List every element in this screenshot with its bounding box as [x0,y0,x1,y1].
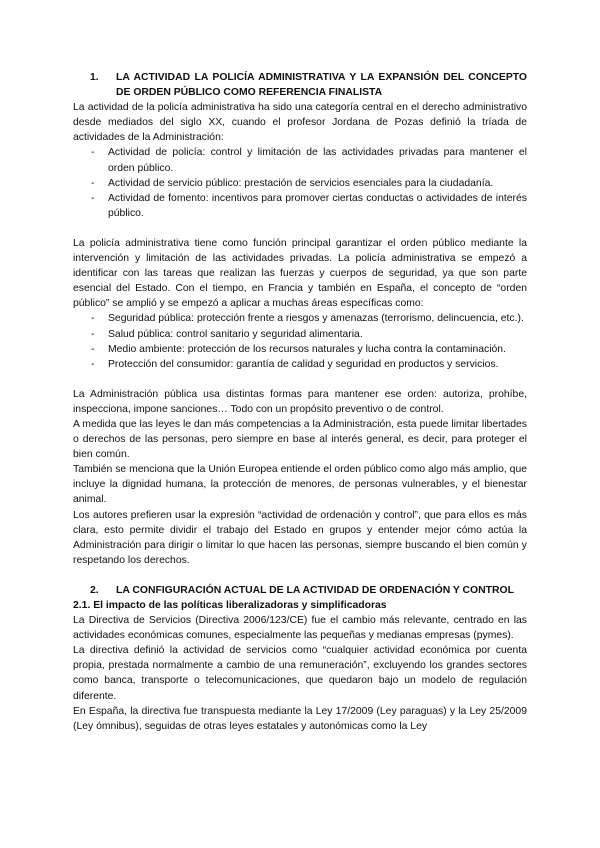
section-1-paragraph-4: A medida que las leyes le dan más competencias a la Administración, esta puede limitar libertades o derechos de las personas, pero siempre en base al interés general, es decir, para proteger el bien común. [73,418,527,461]
list-item: - Actividad de policía: control y limitación de las actividades privadas para mantener el orden público. [73,145,527,175]
section-2-heading [73,583,527,598]
section-2-paragraph-1: La Directiva de Servicios (Directiva 2006/123/CE) fue el cambio más relevante, centrado en las actividades económicas comunes, especialmente las pequeñas y medianas empresas (pymes). [73,615,527,642]
list-item: - Medio ambiente: protección de los recursos naturales y lucha contra la contaminación. [73,342,527,357]
public-order-areas-list [73,311,527,371]
section-2-title: LA CONFIGURACIÓN ACTUAL DE LA ACTIVIDAD DE ORDENACIÓN Y CONTROL [116,584,514,596]
section-1-title: LA ACTIVIDAD LA POLICÍA ADMINISTRATIVA Y LA EXPANSIÓN DEL CONCEPTO DE ORDEN PÚBLICO COMO REFERENCIA FINALISTA [116,72,527,99]
section-1-paragraph-2: La policía administrativa tiene como función principal garantizar el orden público mediante la intervención y limitación de las actividades privadas. La policía administrativa se empezó a identificar con las tareas que realizan las fuerzas y cuerpos de seguridad, ya que son parte esencial del Estado. Con el tiempo, en Francia y también en España, el concepto de “orden público” se amplió y se empezó a aplicar a muchas áreas específicas como: [73,237,527,310]
section-1-paragraph-3: La Administración pública usa distintas formas para mantener ese orden: autoriza, prohíbe, inspecciona, impone sanciones… Todo con un propósito preventivo o de control. [73,388,527,415]
list-item: - Seguridad pública: protección frente a riesgos y amenazas (terrorismo, delincuencia, etc.). [73,311,527,326]
section-2-number: 2. [90,584,99,596]
section-2-paragraph-2: La directiva definió la actividad de servicios como “cualquier actividad económica por cuenta propia, prestada normalmente a cambio de una remuneración”, excluyendo los grandes sectores como banca, transporte o telecomunicaciones, que quedaron bajo un modelo de regulación diferente. [73,645,527,702]
section-2-paragraph-3: En España, la directiva fue transpuesta mediante la Ley 17/2009 (Ley paraguas) y la Ley 25/2009 (Ley ómnibus), seguidas de otras leyes estatales y autonómicas como la Ley [73,705,527,732]
section-1-heading [73,70,527,100]
triad-list [73,145,527,220]
section-1-paragraph-5: También se menciona que la Unión Europea entiende el orden público como algo más amplio, que incluye la dignidad humana, la protección de menores, de personas vulnerables, y el bienestar animal. [73,464,527,506]
document-body [73,70,527,734]
list-item: - Actividad de fomento: incentivos para promover ciertas conductas o actividades de interés público. [73,191,527,221]
list-item: - Protección del consumidor: garantía de calidad y seguridad en productos y servicios. [73,357,527,372]
list-item: - Actividad de servicio público: prestación de servicios esenciales para la ciudadanía. [73,176,527,191]
section-1-paragraph-6: Los autores prefieren usar la expresión “actividad de ordenación y control”, que para ellos es más clara, esto permite dividir el trabajo del Estado en grupos y entender mejor cómo actúa la Administración para dirigir o limitar lo que hacen las personas, siempre buscando el bien común y respetando los derechos. [73,509,527,566]
subsection-2-1-title: 2.1. El impacto de las políticas liberalizadoras y simplificadoras [73,600,387,611]
section-1-number: 1. [90,72,99,83]
list-item: - Salud pública: control sanitario y seguridad alimentaria. [73,327,527,342]
section-1-intro: La actividad de la policía administrativa ha sido una categoría central en el derecho administrativo desde mediados del siglo XX, cuando el profesor Jordana de Pozas definió la tríada de actividades de la Administración: [73,102,527,144]
